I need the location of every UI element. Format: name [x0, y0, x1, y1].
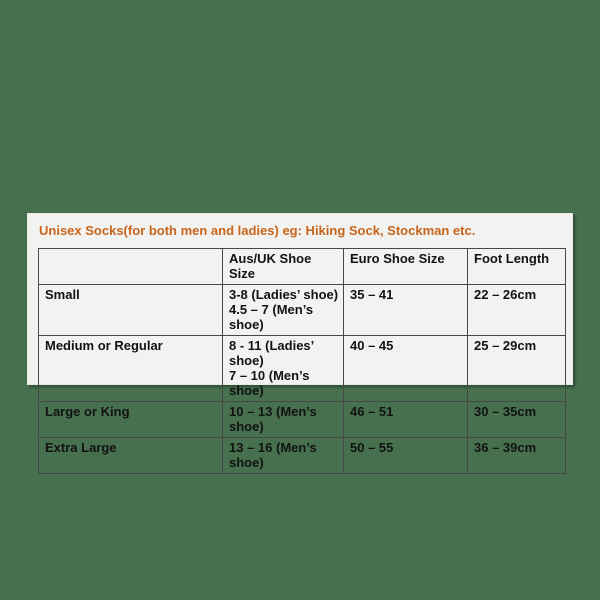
- size-chart-table: [38, 248, 566, 474]
- header-cell-blank: [39, 249, 223, 285]
- cell-aus-uk-line-1: 10 – 13 (Men’s shoe): [229, 404, 317, 434]
- table-header-row: [39, 249, 566, 285]
- cell-euro: 50 – 55: [344, 438, 468, 474]
- table-row-small: [39, 285, 566, 336]
- cell-aus-uk-line-1: 13 – 16 (Men’s shoe): [229, 440, 317, 470]
- cell-euro: 46 – 51: [344, 402, 468, 438]
- cell-aus-uk: [223, 285, 344, 336]
- cell-size-label: Extra Large: [39, 438, 223, 474]
- cell-euro: 35 – 41: [344, 285, 468, 336]
- cell-aus-uk: [223, 438, 344, 474]
- cell-aus-uk-line-2: 4.5 – 7 (Men’s shoe): [229, 302, 314, 332]
- size-chart-title: Unisex Socks(for both men and ladies) eg: Hiking Sock, Stockman etc.: [39, 223, 476, 238]
- header-cell-euro: Euro Shoe Size: [344, 249, 468, 285]
- table-row-large: [39, 402, 566, 438]
- cell-aus-uk-line-1: 3-8 (Ladies’ shoe): [229, 287, 339, 302]
- cell-foot-length: 36 – 39cm: [468, 438, 566, 474]
- cell-foot-length: 30 – 35cm: [468, 402, 566, 438]
- header-cell-foot-length: Foot Length: [468, 249, 566, 285]
- cell-size-label: Small: [39, 285, 223, 336]
- cell-aus-uk: [223, 402, 344, 438]
- cell-aus-uk-line-1: 8 - 11 (Ladies’ shoe): [229, 338, 314, 368]
- cell-aus-uk: [223, 336, 344, 402]
- size-chart-panel: [27, 213, 573, 470]
- cell-size-label: Large or King: [39, 402, 223, 438]
- cell-aus-uk-line-2: 7 – 10 (Men’s shoe): [229, 368, 310, 398]
- cell-euro: 40 – 45: [344, 336, 468, 402]
- header-cell-aus-uk: Aus/UK Shoe Size: [223, 249, 344, 285]
- table-row-medium: [39, 336, 566, 402]
- cell-foot-length: 25 – 29cm: [468, 336, 566, 402]
- table-row-extra-large: [39, 438, 566, 474]
- cell-size-label: Medium or Regular: [39, 336, 223, 402]
- cell-foot-length: 22 – 26cm: [468, 285, 566, 336]
